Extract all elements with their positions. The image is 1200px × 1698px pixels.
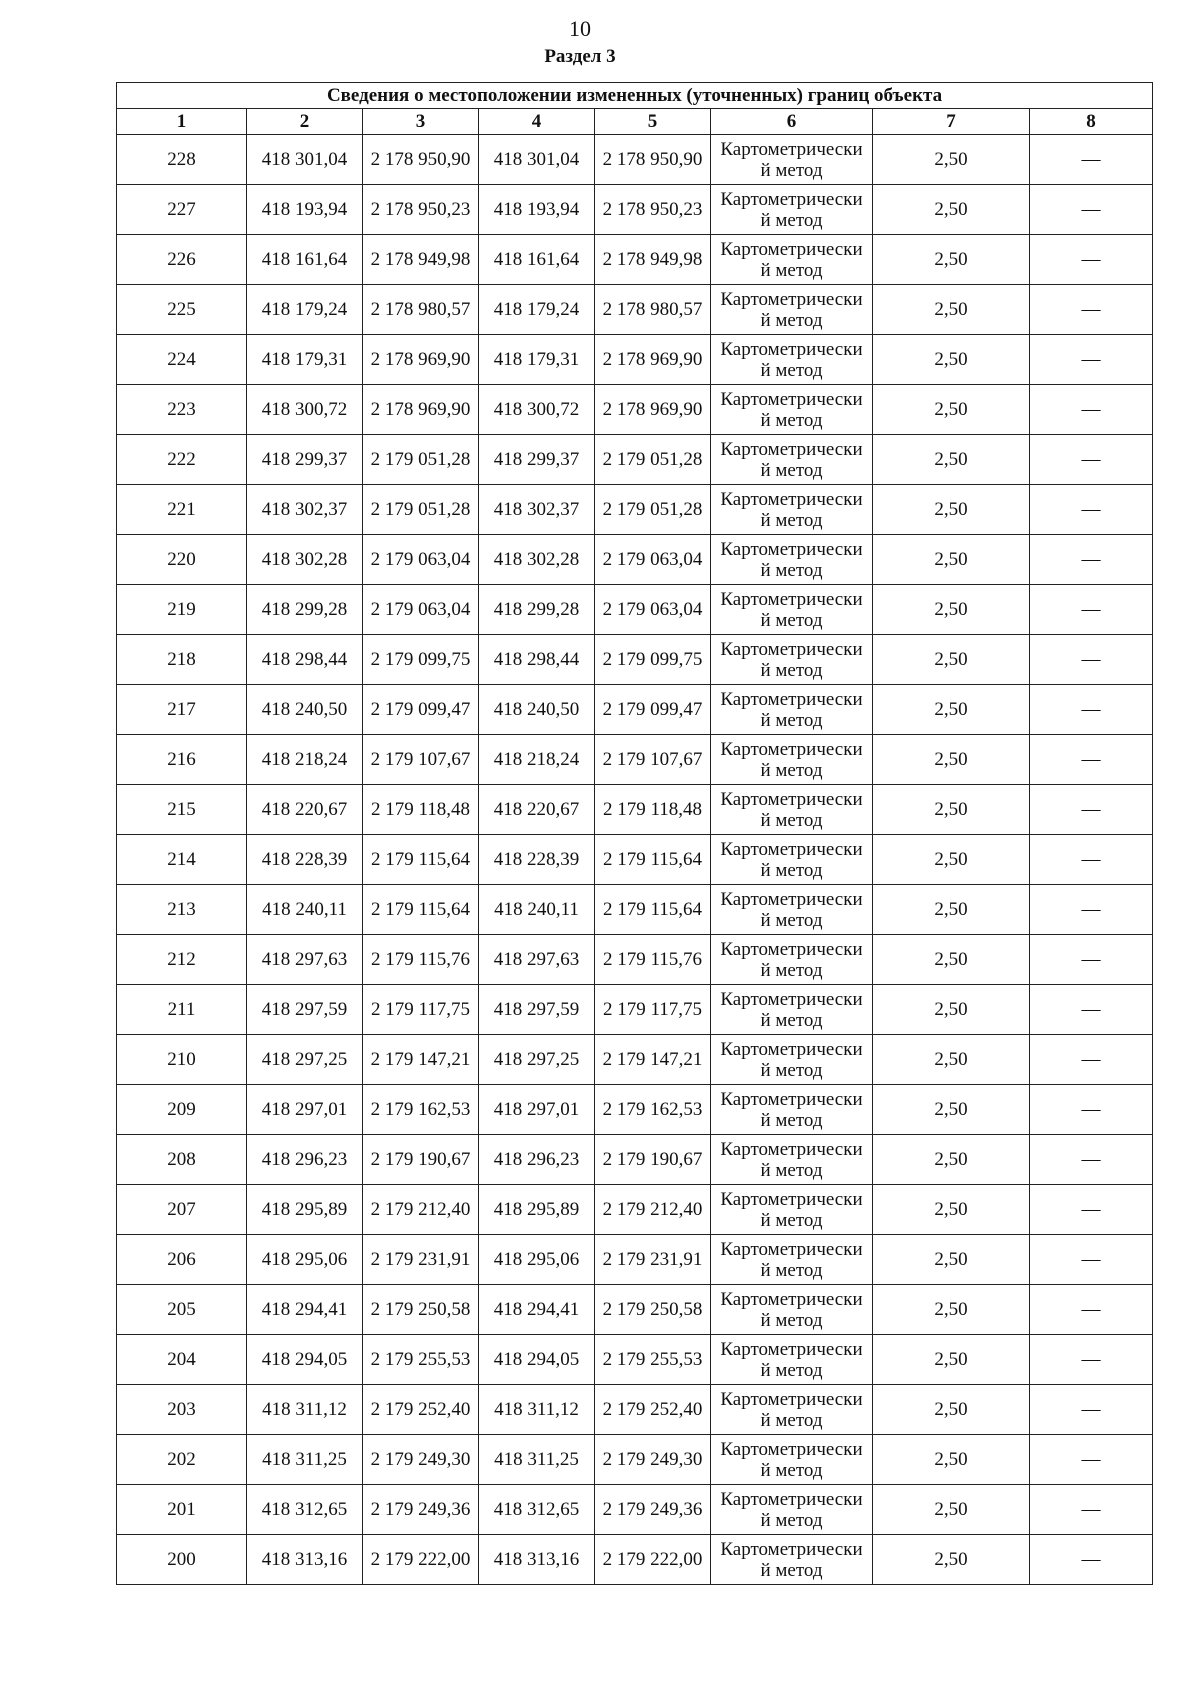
table-row <box>117 1235 1153 1285</box>
table-row <box>117 935 1153 985</box>
coordinate-x-new: 418 299,37 <box>479 435 595 485</box>
table-row <box>117 1435 1153 1485</box>
description-cell: — <box>1030 1435 1153 1485</box>
determination-method: Картометрически й метод <box>711 135 873 185</box>
coordinate-x-existing: 418 220,67 <box>247 785 363 835</box>
description-cell: — <box>1030 985 1153 1035</box>
coordinate-y-existing: 2 178 950,23 <box>363 185 479 235</box>
coordinate-x-existing: 418 302,28 <box>247 535 363 585</box>
point-number: 205 <box>117 1285 247 1335</box>
coordinate-x-existing: 418 295,89 <box>247 1185 363 1235</box>
determination-method: Картометрически й метод <box>711 535 873 585</box>
accuracy-value: 2,50 <box>873 1535 1030 1585</box>
coordinate-y-existing: 2 179 117,75 <box>363 985 479 1035</box>
description-cell: — <box>1030 535 1153 585</box>
coordinate-x-new: 418 295,89 <box>479 1185 595 1235</box>
point-number: 216 <box>117 735 247 785</box>
coordinate-x-new: 418 228,39 <box>479 835 595 885</box>
point-number: 207 <box>117 1185 247 1235</box>
table-row <box>117 1485 1153 1535</box>
column-number: 7 <box>873 109 1030 135</box>
column-number: 5 <box>595 109 711 135</box>
section-title: Раздел 3 <box>544 46 616 67</box>
coordinate-x-existing: 418 240,11 <box>247 885 363 935</box>
coordinate-y-existing: 2 179 107,67 <box>363 735 479 785</box>
determination-method: Картометрически й метод <box>711 1235 873 1285</box>
accuracy-value: 2,50 <box>873 585 1030 635</box>
coordinate-y-existing: 2 179 250,58 <box>363 1285 479 1335</box>
determination-method: Картометрически й метод <box>711 685 873 735</box>
coordinate-x-new: 418 301,04 <box>479 135 595 185</box>
determination-method: Картометрически й метод <box>711 385 873 435</box>
point-number: 220 <box>117 535 247 585</box>
coordinate-y-existing: 2 179 162,53 <box>363 1085 479 1135</box>
table-row <box>117 1385 1153 1435</box>
coordinate-y-existing: 2 179 249,36 <box>363 1485 479 1535</box>
table-caption: Сведения о местоположении измененных (уточненных) границ объекта <box>117 83 1153 109</box>
accuracy-value: 2,50 <box>873 285 1030 335</box>
description-cell: — <box>1030 185 1153 235</box>
table-row <box>117 1135 1153 1185</box>
coordinate-x-new: 418 302,28 <box>479 535 595 585</box>
accuracy-value: 2,50 <box>873 335 1030 385</box>
point-number: 201 <box>117 1485 247 1535</box>
coordinate-x-existing: 418 240,50 <box>247 685 363 735</box>
column-number: 2 <box>247 109 363 135</box>
table-row <box>117 1035 1153 1085</box>
coordinate-x-new: 418 240,50 <box>479 685 595 735</box>
coordinate-y-existing: 2 178 949,98 <box>363 235 479 285</box>
coordinate-x-existing: 418 312,65 <box>247 1485 363 1535</box>
point-number: 214 <box>117 835 247 885</box>
coordinate-y-existing: 2 178 980,57 <box>363 285 479 335</box>
table-row <box>117 135 1153 185</box>
coordinate-y-new: 2 179 255,53 <box>595 1335 711 1385</box>
accuracy-value: 2,50 <box>873 1085 1030 1135</box>
description-cell: — <box>1030 1385 1153 1435</box>
table-row <box>117 1335 1153 1385</box>
accuracy-value: 2,50 <box>873 1235 1030 1285</box>
coordinate-x-new: 418 300,72 <box>479 385 595 435</box>
description-cell: — <box>1030 1135 1153 1185</box>
coordinate-y-new: 2 179 063,04 <box>595 585 711 635</box>
accuracy-value: 2,50 <box>873 885 1030 935</box>
coordinate-x-existing: 418 193,94 <box>247 185 363 235</box>
determination-method: Картометрически й метод <box>711 1535 873 1585</box>
accuracy-value: 2,50 <box>873 385 1030 435</box>
coordinate-y-new: 2 178 950,90 <box>595 135 711 185</box>
coordinate-x-new: 418 240,11 <box>479 885 595 935</box>
description-cell: — <box>1030 1285 1153 1335</box>
coordinate-y-new: 2 179 118,48 <box>595 785 711 835</box>
coordinate-x-existing: 418 300,72 <box>247 385 363 435</box>
coordinate-y-new: 2 179 250,58 <box>595 1285 711 1335</box>
determination-method: Картометрически й метод <box>711 1385 873 1435</box>
table-row <box>117 1085 1153 1135</box>
description-cell: — <box>1030 135 1153 185</box>
coordinate-y-new: 2 179 231,91 <box>595 1235 711 1285</box>
coordinate-y-existing: 2 179 231,91 <box>363 1235 479 1285</box>
coordinate-x-new: 418 311,25 <box>479 1435 595 1485</box>
accuracy-value: 2,50 <box>873 1285 1030 1335</box>
accuracy-value: 2,50 <box>873 1435 1030 1485</box>
coordinate-x-new: 418 179,24 <box>479 285 595 335</box>
description-cell: — <box>1030 835 1153 885</box>
accuracy-value: 2,50 <box>873 1185 1030 1235</box>
description-cell: — <box>1030 785 1153 835</box>
accuracy-value: 2,50 <box>873 235 1030 285</box>
coordinate-y-new: 2 179 099,47 <box>595 685 711 735</box>
table-row <box>117 485 1153 535</box>
description-cell: — <box>1030 435 1153 485</box>
coordinate-y-existing: 2 179 051,28 <box>363 485 479 535</box>
coordinate-y-existing: 2 179 051,28 <box>363 435 479 485</box>
description-cell: — <box>1030 1035 1153 1085</box>
table-row <box>117 685 1153 735</box>
coordinate-y-new: 2 179 190,67 <box>595 1135 711 1185</box>
point-number: 215 <box>117 785 247 835</box>
coordinate-x-existing: 418 297,59 <box>247 985 363 1035</box>
determination-method: Картометрически й метод <box>711 185 873 235</box>
table-row <box>117 985 1153 1035</box>
accuracy-value: 2,50 <box>873 985 1030 1035</box>
coordinate-x-new: 418 298,44 <box>479 635 595 685</box>
accuracy-value: 2,50 <box>873 1485 1030 1535</box>
determination-method: Картометрически й метод <box>711 735 873 785</box>
determination-method: Картометрически й метод <box>711 485 873 535</box>
column-number-row <box>117 109 1153 135</box>
table-row <box>117 435 1153 485</box>
coordinate-y-existing: 2 179 115,64 <box>363 885 479 935</box>
coordinate-y-new: 2 179 162,53 <box>595 1085 711 1135</box>
column-number: 3 <box>363 109 479 135</box>
coordinate-y-new: 2 179 051,28 <box>595 485 711 535</box>
coordinates-table <box>116 82 1153 1585</box>
table-row <box>117 1185 1153 1235</box>
description-cell: — <box>1030 1085 1153 1135</box>
table-row <box>117 885 1153 935</box>
point-number: 200 <box>117 1535 247 1585</box>
coordinate-x-existing: 418 218,24 <box>247 735 363 785</box>
point-number: 226 <box>117 235 247 285</box>
coordinate-y-existing: 2 178 969,90 <box>363 385 479 435</box>
coordinate-y-existing: 2 179 222,00 <box>363 1535 479 1585</box>
coordinate-x-existing: 418 179,24 <box>247 285 363 335</box>
coordinate-y-new: 2 179 249,30 <box>595 1435 711 1485</box>
point-number: 210 <box>117 1035 247 1085</box>
coordinate-y-new: 2 179 063,04 <box>595 535 711 585</box>
table-row <box>117 1535 1153 1585</box>
point-number: 213 <box>117 885 247 935</box>
coordinate-x-new: 418 297,63 <box>479 935 595 985</box>
table-row <box>117 235 1153 285</box>
coordinate-x-existing: 418 302,37 <box>247 485 363 535</box>
table-row <box>117 385 1153 435</box>
coordinate-x-new: 418 311,12 <box>479 1385 595 1435</box>
point-number: 206 <box>117 1235 247 1285</box>
description-cell: — <box>1030 385 1153 435</box>
description-cell: — <box>1030 285 1153 335</box>
description-cell: — <box>1030 1185 1153 1235</box>
determination-method: Картометрически й метод <box>711 1085 873 1135</box>
accuracy-value: 2,50 <box>873 185 1030 235</box>
page-number: 10 <box>569 16 591 41</box>
determination-method: Картометрически й метод <box>711 435 873 485</box>
determination-method: Картометрически й метод <box>711 635 873 685</box>
coordinate-y-new: 2 179 222,00 <box>595 1535 711 1585</box>
column-number: 8 <box>1030 109 1153 135</box>
point-number: 225 <box>117 285 247 335</box>
determination-method: Картометрически й метод <box>711 1035 873 1085</box>
table-caption-row <box>117 83 1153 109</box>
point-number: 203 <box>117 1385 247 1435</box>
coordinate-y-existing: 2 179 212,40 <box>363 1185 479 1235</box>
description-cell: — <box>1030 685 1153 735</box>
table-body <box>117 135 1153 1585</box>
coordinate-x-new: 418 294,41 <box>479 1285 595 1335</box>
accuracy-value: 2,50 <box>873 935 1030 985</box>
coordinate-y-new: 2 179 051,28 <box>595 435 711 485</box>
coordinate-x-new: 418 179,31 <box>479 335 595 385</box>
table-row <box>117 835 1153 885</box>
coordinate-y-existing: 2 179 099,75 <box>363 635 479 685</box>
coordinate-x-existing: 418 313,16 <box>247 1535 363 1585</box>
coordinate-x-new: 418 220,67 <box>479 785 595 835</box>
determination-method: Картометрически й метод <box>711 1485 873 1535</box>
coordinate-y-new: 2 179 147,21 <box>595 1035 711 1085</box>
determination-method: Картометрически й метод <box>711 1135 873 1185</box>
determination-method: Картометрически й метод <box>711 1185 873 1235</box>
determination-method: Картометрически й метод <box>711 1285 873 1335</box>
coordinate-x-existing: 418 294,05 <box>247 1335 363 1385</box>
table-row <box>117 185 1153 235</box>
coordinate-x-new: 418 302,37 <box>479 485 595 535</box>
determination-method: Картометрически й метод <box>711 235 873 285</box>
coordinate-y-existing: 2 178 950,90 <box>363 135 479 185</box>
coordinate-y-existing: 2 179 252,40 <box>363 1385 479 1435</box>
coordinate-x-new: 418 297,59 <box>479 985 595 1035</box>
description-cell: — <box>1030 735 1153 785</box>
coordinate-x-new: 418 313,16 <box>479 1535 595 1585</box>
coordinate-x-existing: 418 311,12 <box>247 1385 363 1435</box>
accuracy-value: 2,50 <box>873 135 1030 185</box>
coordinate-x-existing: 418 297,25 <box>247 1035 363 1085</box>
coordinate-y-new: 2 179 099,75 <box>595 635 711 685</box>
table-row <box>117 285 1153 335</box>
accuracy-value: 2,50 <box>873 435 1030 485</box>
coordinate-x-existing: 418 299,28 <box>247 585 363 635</box>
accuracy-value: 2,50 <box>873 1335 1030 1385</box>
coordinate-y-new: 2 178 950,23 <box>595 185 711 235</box>
coordinate-x-existing: 418 301,04 <box>247 135 363 185</box>
coordinate-x-existing: 418 179,31 <box>247 335 363 385</box>
point-number: 204 <box>117 1335 247 1385</box>
coordinate-x-existing: 418 311,25 <box>247 1435 363 1485</box>
determination-method: Картометрически й метод <box>711 985 873 1035</box>
point-number: 208 <box>117 1135 247 1185</box>
coordinate-y-existing: 2 179 063,04 <box>363 585 479 635</box>
accuracy-value: 2,50 <box>873 735 1030 785</box>
point-number: 217 <box>117 685 247 735</box>
determination-method: Картометрически й метод <box>711 1335 873 1385</box>
determination-method: Картометрически й метод <box>711 835 873 885</box>
determination-method: Картометрически й метод <box>711 885 873 935</box>
coordinate-y-new: 2 179 212,40 <box>595 1185 711 1235</box>
description-cell: — <box>1030 885 1153 935</box>
determination-method: Картометрически й метод <box>711 585 873 635</box>
coordinate-x-existing: 418 295,06 <box>247 1235 363 1285</box>
coordinate-y-new: 2 179 252,40 <box>595 1385 711 1435</box>
coordinate-y-existing: 2 179 115,76 <box>363 935 479 985</box>
coordinate-x-existing: 418 161,64 <box>247 235 363 285</box>
point-number: 211 <box>117 985 247 1035</box>
coordinate-x-new: 418 161,64 <box>479 235 595 285</box>
description-cell: — <box>1030 935 1153 985</box>
description-cell: — <box>1030 1235 1153 1285</box>
coordinate-x-new: 418 218,24 <box>479 735 595 785</box>
coordinate-y-existing: 2 179 190,67 <box>363 1135 479 1185</box>
coordinate-y-new: 2 179 115,64 <box>595 835 711 885</box>
point-number: 227 <box>117 185 247 235</box>
coordinate-y-existing: 2 179 249,30 <box>363 1435 479 1485</box>
point-number: 224 <box>117 335 247 385</box>
coordinate-x-new: 418 295,06 <box>479 1235 595 1285</box>
description-cell: — <box>1030 1535 1153 1585</box>
point-number: 223 <box>117 385 247 435</box>
accuracy-value: 2,50 <box>873 835 1030 885</box>
point-number: 212 <box>117 935 247 985</box>
coordinate-x-new: 418 193,94 <box>479 185 595 235</box>
table-row <box>117 735 1153 785</box>
description-cell: — <box>1030 1485 1153 1535</box>
coordinate-y-new: 2 179 249,36 <box>595 1485 711 1535</box>
point-number: 202 <box>117 1435 247 1485</box>
coordinate-y-existing: 2 179 118,48 <box>363 785 479 835</box>
description-cell: — <box>1030 485 1153 535</box>
coordinate-x-existing: 418 228,39 <box>247 835 363 885</box>
accuracy-value: 2,50 <box>873 1135 1030 1185</box>
description-cell: — <box>1030 335 1153 385</box>
determination-method: Картометрически й метод <box>711 785 873 835</box>
coordinate-y-existing: 2 179 255,53 <box>363 1335 479 1385</box>
accuracy-value: 2,50 <box>873 535 1030 585</box>
accuracy-value: 2,50 <box>873 1035 1030 1085</box>
coordinate-y-new: 2 178 969,90 <box>595 335 711 385</box>
coordinate-x-new: 418 297,01 <box>479 1085 595 1135</box>
determination-method: Картометрически й метод <box>711 935 873 985</box>
coordinate-y-new: 2 178 949,98 <box>595 235 711 285</box>
determination-method: Картометрически й метод <box>711 285 873 335</box>
coordinate-x-existing: 418 299,37 <box>247 435 363 485</box>
determination-method: Картометрически й метод <box>711 335 873 385</box>
point-number: 209 <box>117 1085 247 1135</box>
point-number: 218 <box>117 635 247 685</box>
coordinate-y-new: 2 179 117,75 <box>595 985 711 1035</box>
description-cell: — <box>1030 1335 1153 1385</box>
coordinate-x-existing: 418 294,41 <box>247 1285 363 1335</box>
coordinate-y-new: 2 178 969,90 <box>595 385 711 435</box>
coordinate-x-new: 418 299,28 <box>479 585 595 635</box>
table-row <box>117 635 1153 685</box>
table-row <box>117 535 1153 585</box>
point-number: 219 <box>117 585 247 635</box>
accuracy-value: 2,50 <box>873 635 1030 685</box>
coordinate-y-existing: 2 179 115,64 <box>363 835 479 885</box>
description-cell: — <box>1030 635 1153 685</box>
accuracy-value: 2,50 <box>873 785 1030 835</box>
coordinate-x-existing: 418 298,44 <box>247 635 363 685</box>
coordinate-x-new: 418 296,23 <box>479 1135 595 1185</box>
table-row <box>117 585 1153 635</box>
coordinate-y-new: 2 179 115,64 <box>595 885 711 935</box>
point-number: 221 <box>117 485 247 535</box>
point-number: 228 <box>117 135 247 185</box>
coordinate-y-existing: 2 179 147,21 <box>363 1035 479 1085</box>
coordinate-y-new: 2 178 980,57 <box>595 285 711 335</box>
column-number: 4 <box>479 109 595 135</box>
coordinate-y-new: 2 179 107,67 <box>595 735 711 785</box>
coordinate-y-existing: 2 178 969,90 <box>363 335 479 385</box>
table-row <box>117 785 1153 835</box>
coordinate-x-existing: 418 297,63 <box>247 935 363 985</box>
coordinate-x-existing: 418 296,23 <box>247 1135 363 1185</box>
coordinate-y-existing: 2 179 099,47 <box>363 685 479 735</box>
description-cell: — <box>1030 235 1153 285</box>
coordinate-x-new: 418 294,05 <box>479 1335 595 1385</box>
coordinate-x-new: 418 297,25 <box>479 1035 595 1085</box>
determination-method: Картометрически й метод <box>711 1435 873 1485</box>
table-row <box>117 1285 1153 1335</box>
coordinate-y-new: 2 179 115,76 <box>595 935 711 985</box>
coordinate-x-new: 418 312,65 <box>479 1485 595 1535</box>
coordinate-y-existing: 2 179 063,04 <box>363 535 479 585</box>
point-number: 222 <box>117 435 247 485</box>
description-cell: — <box>1030 585 1153 635</box>
column-number: 6 <box>711 109 873 135</box>
accuracy-value: 2,50 <box>873 1385 1030 1435</box>
table-row <box>117 335 1153 385</box>
column-number: 1 <box>117 109 247 135</box>
accuracy-value: 2,50 <box>873 685 1030 735</box>
accuracy-value: 2,50 <box>873 485 1030 535</box>
coordinate-x-existing: 418 297,01 <box>247 1085 363 1135</box>
